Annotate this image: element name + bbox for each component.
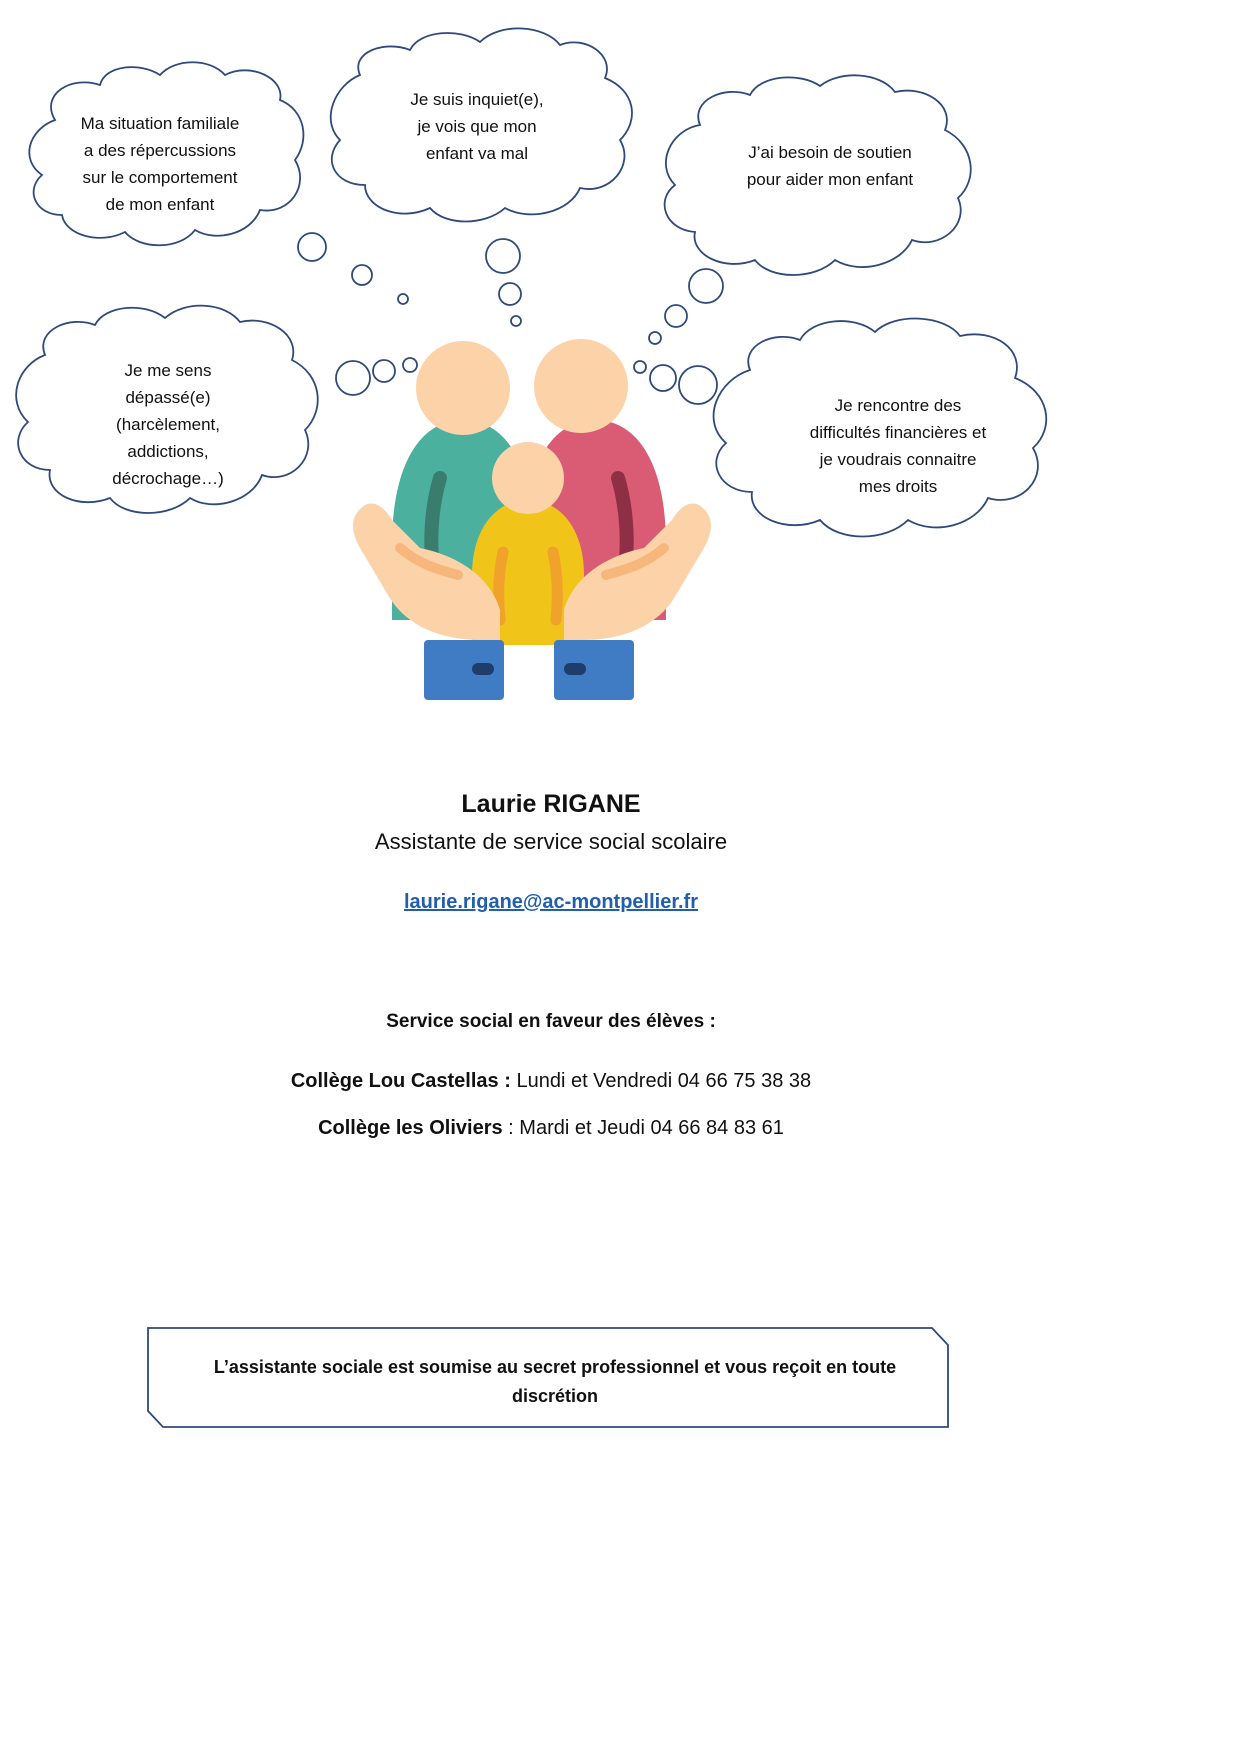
school-row-lou-castellas <box>0 1070 1102 1093</box>
bubble-text-worried: Je suis inquiet(e), je vois que mon enfant va mal <box>410 90 544 163</box>
email-link[interactable]: laurie.rigane@ac-montpellier.fr <box>403 891 699 913</box>
contact-name: Laurie RIGANE <box>461 790 641 818</box>
school-schedule: : Mardi et Jeudi 04 66 84 83 61 <box>502 1117 784 1139</box>
bubble-text-support: J’ai besoin de soutien pour aider mon enfant <box>746 143 914 189</box>
thought-cloud-worried <box>331 28 632 326</box>
bubble-text-financial: Je rencontre des difficultés financières et je voudrais connaitre mes droits <box>809 396 987 496</box>
confidentiality-notice: L’assistante sociale est soumise au secret professionnel et vous reçoit en toute discrétion <box>213 1357 897 1406</box>
contact-email <box>0 891 1102 914</box>
bubble-text-overwhelmed: Je me sens dépassé(e) (harcèlement, addictions, décrochage…) <box>112 361 224 488</box>
thought-cloud-support <box>649 75 971 344</box>
bubble-text-family: Ma situation familiale a des répercussions sur le comportement de mon enfant <box>80 114 240 214</box>
service-title: Service social en faveur des élèves : <box>386 1011 716 1032</box>
school-schedule: Lundi et Vendredi 04 66 75 38 38 <box>510 1070 812 1092</box>
school-name: Collège les Oliviers <box>318 1117 503 1139</box>
school-name: Collège Lou Castellas : <box>290 1070 511 1092</box>
school-row-les-oliviers <box>0 1117 1102 1140</box>
contact-role: Assistante de service social scolaire <box>374 829 728 854</box>
family-hands-illustration <box>353 339 711 700</box>
